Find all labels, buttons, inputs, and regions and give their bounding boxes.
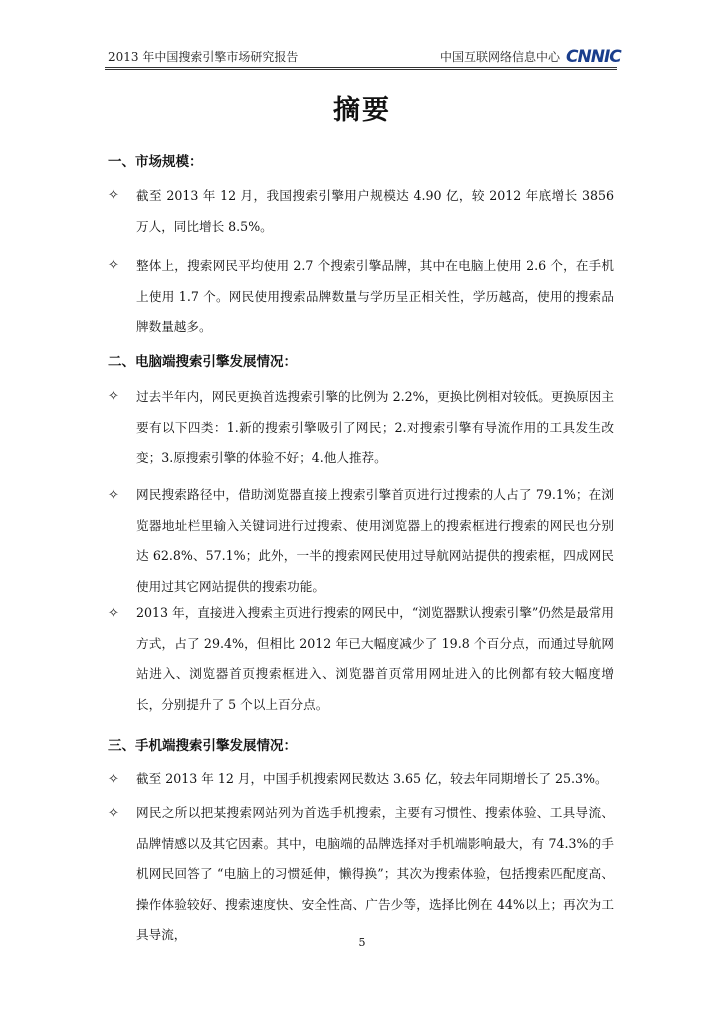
paragraph: 截至 2013 年 12 月，中国手机搜索网民数达 3.65 亿，较去年同期增长了 25.3%。 [136, 771, 608, 786]
bullet-icon: ✧ [108, 258, 119, 273]
paragraph: 整体上，搜索网民平均使用 2.7 个搜索引擎品牌，其中在电脑上使用 2.6 个，在手机上使用 1.7 个。网民使用搜索品牌数量与学历呈正相关性，学历越高，使用的搜索品牌数量越多。 [136, 258, 614, 334]
bullet-icon: ✧ [108, 772, 119, 787]
cnnic-logo: CNNIC [566, 46, 621, 67]
section-heading-mobile-search: 三、手机端搜索引擎发展情况： [108, 738, 297, 754]
paragraph: 网民之所以把某搜索网站列为首选手机搜索，主要有习惯性、搜索体验、工具导流、品牌情感以及其它因素。其中，电脑端的品牌选择对手机端影响最大，有 74.3%的手机网民回答了 “电脑上的习惯延伸，懒得换”；其次为搜索体验，包括搜索匹配度高、操作体验较好、搜索速度快、安全性高、广告少等，选择比例在 44%以上；再次为工具导流， [136, 805, 614, 942]
paragraph: 过去半年内，网民更换首选搜索引擎的比例为 2.2%，更换比例相对较低。更换原因主要有以下四类：1.新的搜索引擎吸引了网民；2.对搜索引擎有导流作用的工具发生改变；3.原搜索引擎的体验不好；4.他人推荐。 [136, 389, 614, 465]
bullet-icon: ✧ [108, 606, 119, 621]
paragraph: 截至 2013 年 12 月，我国搜索引擎用户规模达 4.90 亿，较 2012 年底增长 3856 万人，同比增长 8.5%。 [136, 188, 614, 234]
bullet-icon: ✧ [108, 389, 119, 404]
header-org [440, 48, 621, 65]
paragraph: 2013 年，直接进入搜索主页进行搜索的网民中，“浏览器默认搜索引擎”仍然是最常用方式，占了 29.4%，但相比 2012 年已大幅度减少了 19.8 个百分点，而通过导航网站进入、浏览器首页搜索框进入、浏览器首页常用网址进入的比例都有较大幅度增长，分别提升了 5 个以上百分点。 [136, 605, 614, 712]
header-report-title: 2013 年中国搜索引擎市场研究报告 [108, 50, 299, 64]
header-org-name: 中国互联网络信息中心 [440, 50, 561, 64]
header-divider [105, 67, 617, 68]
section-heading-market-size: 一、市场规模： [108, 154, 203, 170]
bullet-icon: ✧ [108, 488, 119, 503]
bullet-icon: ✧ [108, 806, 119, 821]
paragraph: 网民搜索路径中，借助浏览器直接上搜索引擎首页进行过搜索的人占了 79.1%；在浏览器地址栏里输入关键词进行过搜索、使用浏览器上的搜索框进行搜索的网民也分别达 62.8%、57.1%；此外，一半的搜索网民使用过导航网站提供的搜索框，四成网民使用过其它网站提供的搜索功能。 [136, 487, 614, 594]
header-divider-secondary [105, 69, 617, 70]
page-title: 摘要 [333, 95, 391, 126]
bullet-icon: ✧ [108, 188, 119, 203]
section-heading-pc-search: 二、电脑端搜索引擎发展情况： [108, 354, 297, 370]
page-number: 5 [358, 936, 366, 949]
